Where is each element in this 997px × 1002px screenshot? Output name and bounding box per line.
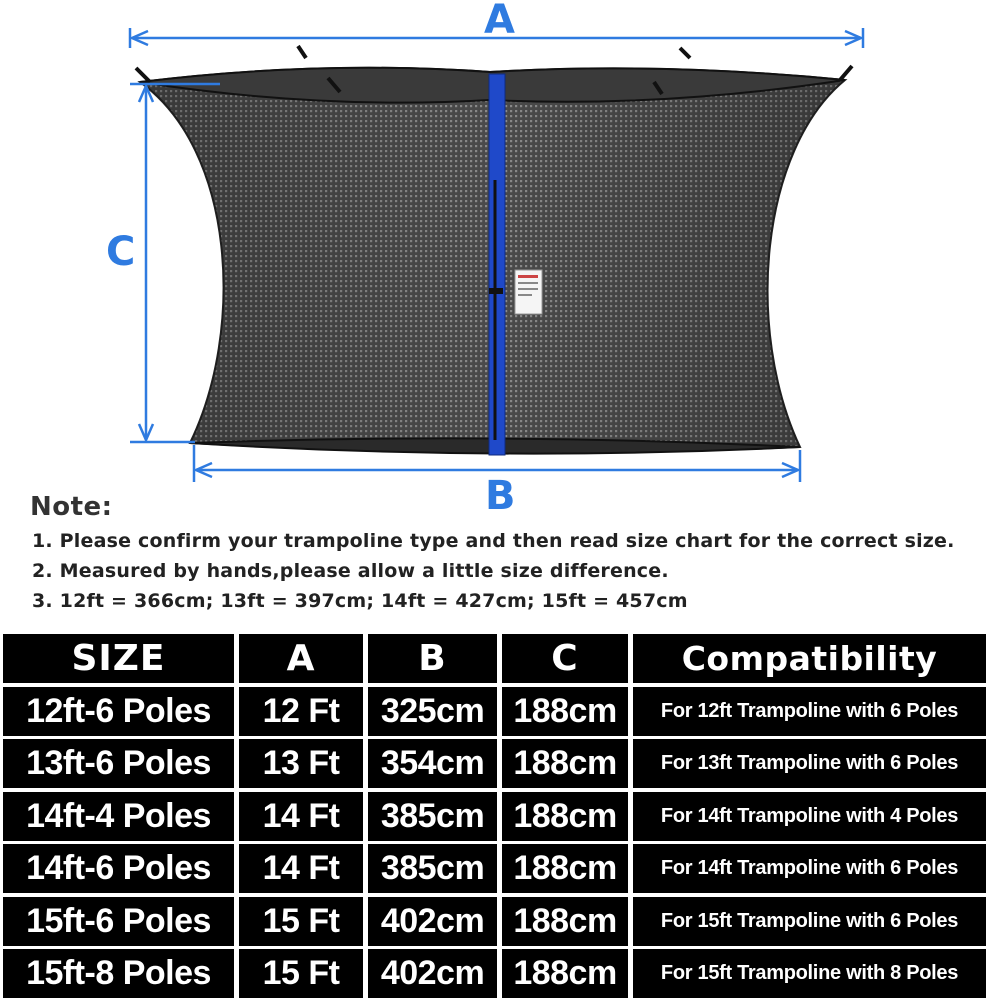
header-c: C	[502, 634, 628, 683]
size-chart-table	[3, 634, 996, 1002]
cell-compatibility: For 12ft Trampoline with 6 Poles	[633, 687, 986, 736]
cell-a: 15 Ft	[239, 949, 363, 998]
dimension-c-label: C	[106, 229, 136, 275]
cell-compatibility: For 14ft Trampoline with 4 Poles	[633, 792, 986, 841]
cell-b: 354cm	[368, 739, 497, 788]
cell-b: 385cm	[368, 792, 497, 841]
cell-compatibility: For 15ft Trampoline with 6 Poles	[633, 897, 986, 946]
cell-size: 15ft-8 Poles	[3, 949, 234, 998]
trampoline-net-illustration	[0, 0, 997, 490]
cell-compatibility: For 13ft Trampoline with 6 Poles	[633, 739, 986, 788]
cell-size: 14ft-4 Poles	[3, 792, 234, 841]
cell-c: 188cm	[502, 792, 628, 841]
cell-a: 13 Ft	[239, 739, 363, 788]
header-a: A	[239, 634, 363, 683]
cell-size: 12ft-6 Poles	[3, 687, 234, 736]
table-header-row	[3, 634, 996, 683]
cell-b: 402cm	[368, 949, 497, 998]
strap-4	[840, 66, 852, 80]
cell-a: 15 Ft	[239, 897, 363, 946]
cell-compatibility: For 14ft Trampoline with 6 Poles	[633, 844, 986, 893]
table-row	[3, 687, 996, 736]
cell-compatibility: For 15ft Trampoline with 8 Poles	[633, 949, 986, 998]
cell-a: 14 Ft	[239, 844, 363, 893]
cell-c: 188cm	[502, 687, 628, 736]
header-size: SIZE	[3, 634, 234, 683]
cell-c: 188cm	[502, 949, 628, 998]
table-row	[3, 792, 996, 841]
note-line-1: 1. Please confirm your trampoline type and then read size chart for the correct size.	[32, 530, 955, 552]
cell-size: 13ft-6 Poles	[3, 739, 234, 788]
cell-c: 188cm	[502, 897, 628, 946]
cell-c: 188cm	[502, 844, 628, 893]
dimension-b-label: B	[485, 473, 516, 519]
strap-1	[136, 68, 150, 82]
zipper-strip	[489, 74, 505, 455]
note-title: Note:	[30, 492, 113, 522]
note-section	[30, 492, 990, 620]
table-row	[3, 949, 996, 998]
cell-b: 385cm	[368, 844, 497, 893]
dimension-a-label: A	[484, 0, 515, 43]
table-row	[3, 897, 996, 946]
cell-a: 14 Ft	[239, 792, 363, 841]
header-compatibility: Compatibility	[633, 634, 986, 683]
header-b: B	[368, 634, 497, 683]
note-line-3: 3. 12ft = 366cm; 13ft = 397cm; 14ft = 427cm; 15ft = 457cm	[32, 590, 688, 612]
cell-size: 14ft-6 Poles	[3, 844, 234, 893]
cell-a: 12 Ft	[239, 687, 363, 736]
cell-b: 325cm	[368, 687, 497, 736]
cell-c: 188cm	[502, 739, 628, 788]
cell-b: 402cm	[368, 897, 497, 946]
note-line-2: 2. Measured by hands,please allow a little size difference.	[32, 560, 669, 582]
table-row	[3, 739, 996, 788]
cell-size: 15ft-6 Poles	[3, 897, 234, 946]
table-row	[3, 844, 996, 893]
